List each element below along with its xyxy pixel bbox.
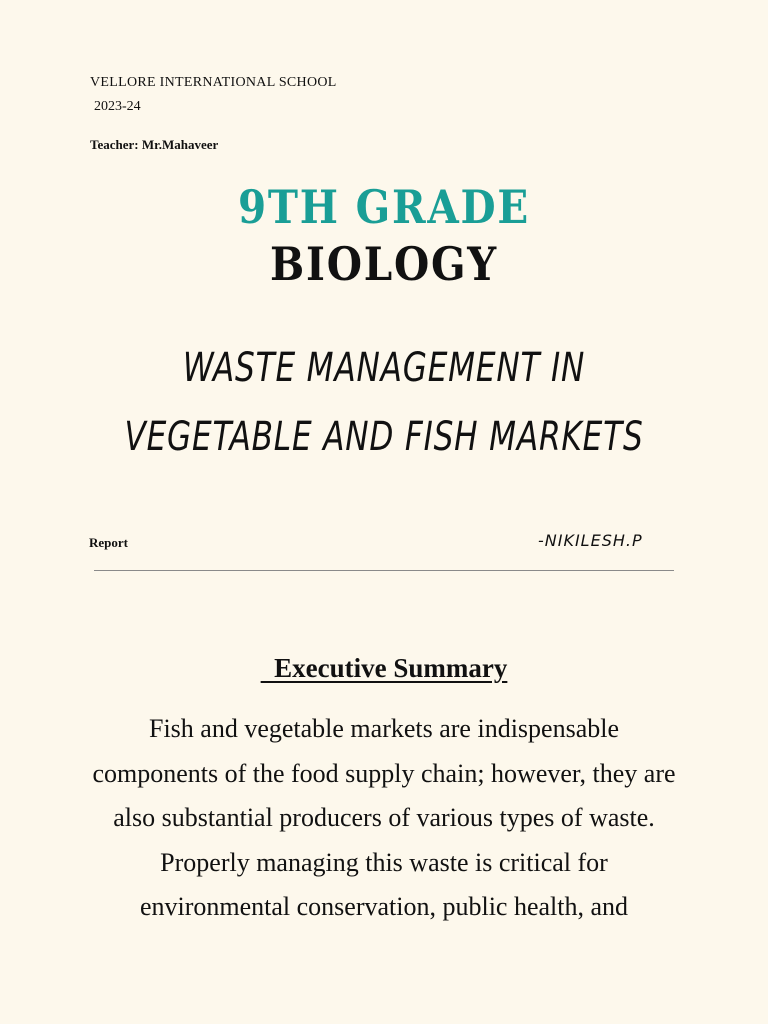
subject-heading: BIOLOGY	[270, 237, 498, 291]
topic-title-line-1: WASTE MANAGEMENT IN	[182, 345, 586, 391]
horizontal-divider	[94, 570, 674, 571]
teacher-name: Teacher: Mr.Mahaveer	[90, 137, 219, 152]
executive-summary-heading: Executive Summary	[260, 653, 508, 683]
grade-heading: 9TH GRADE	[237, 180, 531, 234]
author-name: -NIKILESH.P	[538, 531, 643, 550]
academic-year: 2023-24	[94, 99, 141, 114]
executive-summary-body: Fish and vegetable markets are indispensable components of the food supply chain; however, they are also substantial producers of various types of waste. Properly managing this waste is critical for environmental conservation, public health, and	[92, 714, 676, 921]
school-name: VELLORE INTERNATIONAL SCHOOL	[90, 75, 337, 90]
topic-title-line-2: VEGETABLE AND FISH MARKETS	[124, 414, 644, 460]
document-type-label: Report	[89, 535, 128, 550]
